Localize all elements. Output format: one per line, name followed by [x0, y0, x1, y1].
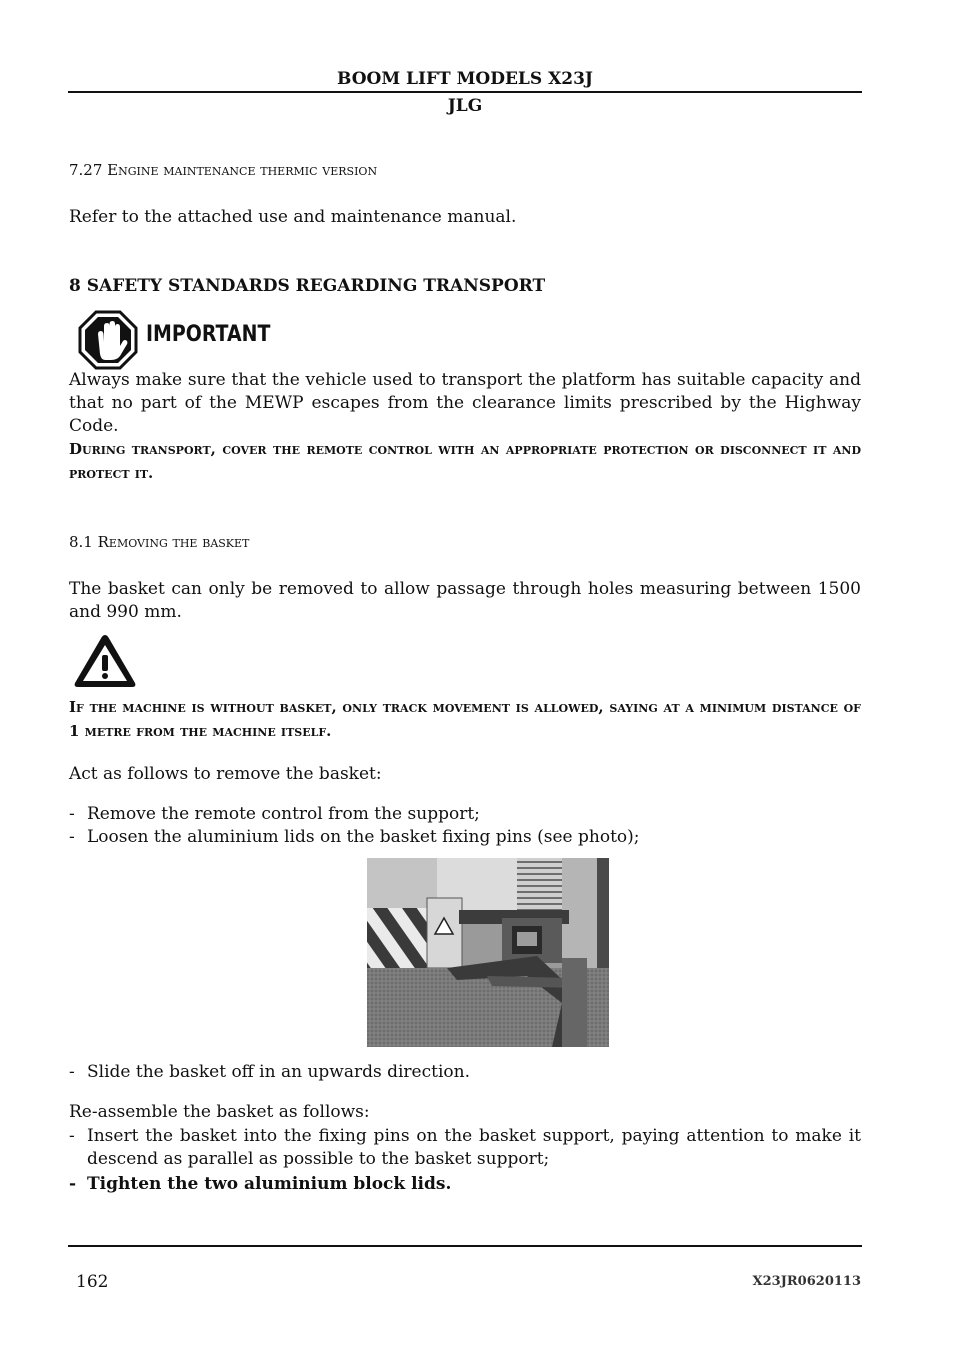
list-item: - Slide the basket off in an upwards direction. — [69, 1062, 470, 1082]
document-title: BOOM LIFT MODELS X23J — [337, 69, 593, 89]
list-item: - Tighten the two aluminium block lids. — [69, 1174, 452, 1194]
list-item: - Remove the remote control from the support; — [69, 804, 480, 824]
step-text: Remove the remote control from the support; — [87, 804, 480, 824]
important-label: IMPORTANT — [146, 322, 271, 347]
step-text: Tighten the two aluminium block lids. — [87, 1174, 452, 1194]
basket-pins-photo — [367, 858, 609, 1047]
footer-rule — [68, 1245, 862, 1247]
warning-triangle-icon — [72, 632, 138, 690]
reassemble-intro: Re-assemble the basket as follows: — [69, 1102, 370, 1122]
stop-hand-icon — [78, 310, 138, 370]
section-81-heading: 8.1 Removing the basket — [69, 533, 250, 551]
brand-name: JLG — [447, 96, 483, 116]
remove-intro: Act as follows to remove the basket: — [69, 764, 382, 784]
transport-note: During transport, cover the remote control with an appropriate protection or disconnect it and protect it. — [69, 440, 861, 482]
step-text: Slide the basket off in an upwards direction. — [87, 1062, 470, 1082]
section-727-heading: 7.27 Engine maintenance thermic version — [69, 161, 378, 179]
section-727-text: Refer to the attached use and maintenance manual. — [69, 207, 517, 227]
section-8-text: Always make sure that the vehicle used to transport the platform has suitable capacity and that no part of the MEWP escapes from the clearance limits prescribed by the Highway Code. — [69, 370, 861, 436]
header-rule — [68, 91, 862, 93]
basket-warning: If the machine is without basket, only track movement is allowed, saying at a minimum distance of 1 metre from the machine itself. — [69, 698, 861, 740]
list-item: - Insert the basket into the fixing pins on the basket support, paying attention to make it descend as parallel as possible to the basket support; — [69, 1126, 861, 1169]
step-text: Loosen the aluminium lids on the basket fixing pins (see photo); — [87, 827, 640, 847]
section-8-heading: 8 SAFETY STANDARDS REGARDING TRANSPORT — [69, 276, 546, 296]
document-code: X23JR0620113 — [752, 1274, 861, 1289]
section-81-text: The basket can only be removed to allow passage through holes measuring between 1500 and 990 mm. — [69, 579, 861, 622]
page-number: 162 — [76, 1272, 109, 1292]
step-text: Insert the basket into the fixing pins on the basket support, paying attention to make it descend as parallel as possible to the basket support; — [87, 1126, 861, 1169]
list-item: - Loosen the aluminium lids on the basket fixing pins (see photo); — [69, 827, 640, 847]
